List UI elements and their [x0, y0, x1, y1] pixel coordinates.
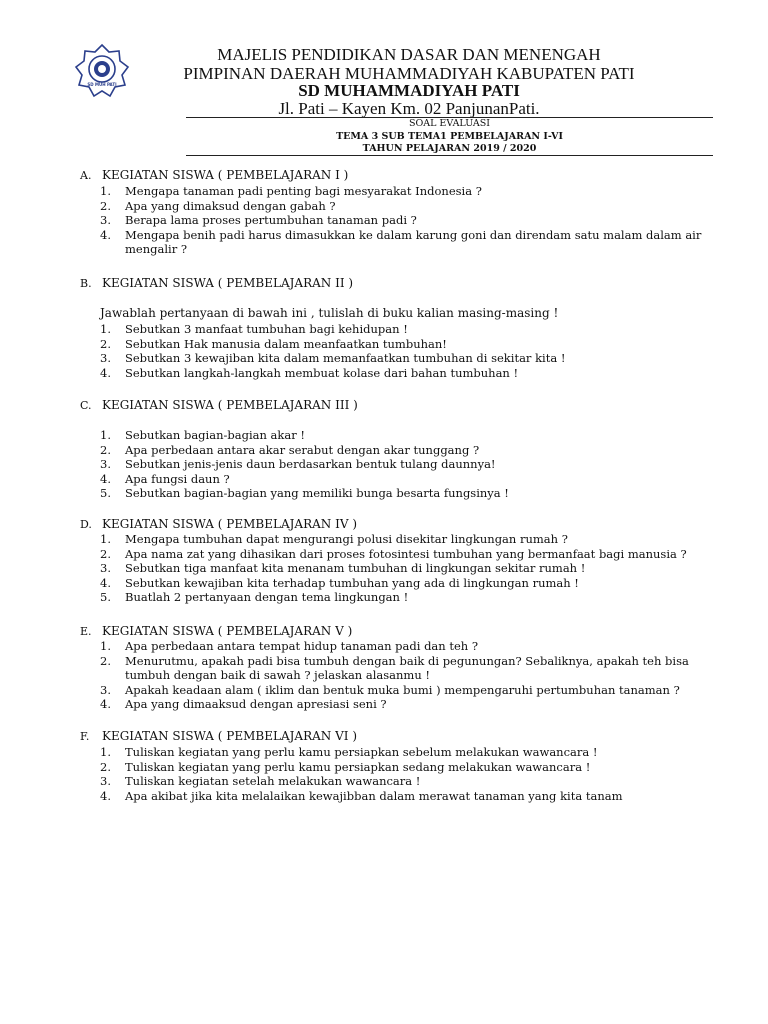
section-title: KEGIATAN SISWA ( PEMBELAJARAN I )	[102, 168, 349, 182]
question-item	[100, 457, 720, 472]
question-number: 2.	[100, 336, 111, 351]
section-title: KEGIATAN SISWA ( PEMBELAJARAN VI )	[102, 729, 358, 743]
section-heading	[80, 167, 348, 184]
section-title: KEGIATAN SISWA ( PEMBELAJARAN V )	[102, 624, 353, 638]
section-heading	[80, 623, 352, 640]
question-item	[100, 745, 720, 760]
question-number: 1.	[100, 322, 111, 336]
question-text: Mengapa tanaman padi penting bagi mesyarakat Indonesia ?	[125, 184, 482, 198]
question-text: Sebutkan bagian-bagian akar !	[125, 428, 305, 442]
logo-text: SD MUH PATI	[87, 82, 117, 87]
question-text: Sebutkan tiga manfaat kita menanam tumbuhan di lingkungan sekitar rumah !	[125, 561, 586, 575]
question-number: 4.	[100, 227, 111, 242]
question-number: 3.	[100, 457, 111, 471]
question-item	[100, 639, 720, 654]
question-text: Apa akibat jika kita melalaikan kewajibban dalam merawat tanaman yang kita tanam	[125, 788, 623, 803]
question-list	[100, 745, 720, 803]
institution-line-2: PIMPINAN DAERAH MUHAMMADIYAH KABUPATEN PATI	[183, 64, 635, 83]
question-number: 2.	[100, 759, 111, 774]
section-letter: D.	[80, 518, 92, 531]
section-instruction: Jawablah pertanyaan di bawah ini , tulislah di buku kalian masing-masing !	[100, 306, 559, 320]
question-item	[100, 683, 720, 698]
question-item	[100, 590, 720, 605]
question-item	[100, 366, 720, 381]
question-text: Berapa lama proses pertumbuhan tanaman padi ?	[125, 213, 417, 227]
question-number: 1.	[100, 745, 111, 759]
section-letter: F.	[80, 730, 90, 743]
question-item	[100, 547, 720, 562]
question-number: 1.	[100, 184, 111, 198]
question-number: 1.	[100, 639, 111, 653]
question-number: 5.	[100, 486, 111, 500]
question-text: Apa fungsi daun ?	[125, 471, 230, 486]
question-item	[100, 213, 720, 228]
section-heading	[80, 728, 357, 745]
question-text: Apa perbedaan antara akar serabut dengan akar tunggang ?	[125, 442, 480, 457]
question-text: Sebutkan Hak manusia dalam meanfaatkan tumbuhan!	[125, 336, 447, 351]
question-item	[100, 760, 720, 775]
question-text: Apa yang dimaksud dengan gabah ?	[125, 198, 336, 213]
question-number: 4.	[100, 365, 111, 380]
question-item	[100, 789, 720, 804]
school-year: TAHUN PELAJARAN 2019 / 2020	[362, 143, 537, 154]
question-text: Sebutkan bagian-bagian yang memiliki bunga besarta fungsinya !	[125, 486, 509, 500]
question-text: Sebutkan 3 kewajiban kita dalam memanfaatkan tumbuhan di sekitar kita !	[125, 351, 566, 365]
question-text: Tuliskan kegiatan yang perlu kamu persiapkan sedang melakukan wawancara !	[125, 759, 591, 774]
question-text: Apakah keadaan alam ( iklim dan bentuk muka bumi ) mempengaruhi pertumbuhan tanaman ?	[125, 682, 680, 697]
section-letter: E.	[80, 625, 92, 638]
question-item	[100, 774, 720, 789]
school-name: SD MUHAMMADIYAH PATI	[298, 81, 520, 100]
question-item	[100, 184, 720, 199]
institution-line-1: MAJELIS PENDIDIKAN DASAR DAN MENENGAH	[217, 45, 601, 64]
question-item	[100, 351, 720, 366]
question-number: 3.	[100, 351, 111, 365]
question-item	[100, 428, 720, 443]
question-text: Sebutkan 3 manfaat tumbuhan bagi kehidupan !	[125, 322, 408, 336]
question-number: 2.	[100, 653, 111, 668]
question-number: 2.	[100, 442, 111, 457]
question-number: 4.	[100, 575, 111, 590]
question-item	[100, 337, 720, 352]
section-heading	[80, 397, 358, 414]
question-text: Apa yang dimaaksud dengan apresiasi seni ?	[125, 697, 387, 711]
question-item	[100, 532, 720, 547]
question-item	[100, 697, 720, 712]
header-divider-bottom	[186, 155, 713, 156]
question-text: Buatlah 2 pertanyaan dengan tema lingkungan !	[125, 590, 409, 604]
section-title: KEGIATAN SISWA ( PEMBELAJARAN IV )	[102, 517, 358, 531]
question-text: Tuliskan kegiatan yang perlu kamu persiapkan sebelum melakukan wawancara !	[125, 745, 598, 759]
question-item	[100, 443, 720, 458]
question-number: 2.	[100, 546, 111, 561]
question-text: Sebutkan kewajiban kita terhadap tumbuhan yang ada di lingkungan rumah !	[125, 575, 579, 590]
question-item	[100, 228, 720, 257]
question-item	[100, 654, 720, 683]
question-number: 4.	[100, 697, 111, 711]
question-list	[100, 532, 720, 605]
question-item	[100, 486, 720, 501]
question-list	[100, 428, 720, 501]
question-text: Mengapa tumbuhan dapat mengurangi polusi disekitar lingkungan rumah ?	[125, 532, 568, 546]
question-number: 3.	[100, 774, 111, 788]
question-number: 3.	[100, 213, 111, 227]
question-item	[100, 561, 720, 576]
question-number: 5.	[100, 590, 111, 604]
school-address: Jl. Pati – Kayen Km. 02 PanjunanPati.	[278, 99, 540, 118]
question-number: 3.	[100, 561, 111, 575]
question-text: Apa nama zat yang dihasikan dari proses fotosintesi tumbuhan yang bermanfaat bagi manusia ?	[125, 546, 687, 561]
question-text: Menurutmu, apakah padi bisa tumbuh dengan baik di pegunungan? Sebaliknya, apakah teh bisa tumbuh dengan baik di sawah ? jelaskan alasanmu !	[125, 653, 689, 682]
section-letter: A.	[80, 169, 92, 182]
question-text: Sebutkan langkah-langkah membuat kolase dari bahan tumbuhan !	[125, 365, 519, 380]
question-number: 1.	[100, 428, 111, 442]
question-number: 4.	[100, 788, 111, 803]
question-number: 2.	[100, 198, 111, 213]
section-heading	[80, 516, 357, 533]
question-text: Tuliskan kegiatan setelah melakukan wawancara !	[125, 774, 421, 788]
question-item	[100, 322, 720, 337]
section-letter: C.	[80, 399, 92, 412]
question-item	[100, 472, 720, 487]
exam-title: SOAL EVALUASI	[408, 118, 491, 129]
question-list	[100, 184, 720, 257]
question-item	[100, 199, 720, 214]
section-title: KEGIATAN SISWA ( PEMBELAJARAN II )	[102, 276, 354, 290]
question-text: Apa perbedaan antara tempat hidup tanaman padi dan teh ?	[125, 639, 479, 653]
question-number: 1.	[100, 532, 111, 546]
question-number: 3.	[100, 682, 111, 697]
section-title: KEGIATAN SISWA ( PEMBELAJARAN III )	[102, 398, 358, 412]
question-list	[100, 639, 720, 712]
question-number: 4.	[100, 471, 111, 486]
question-list	[100, 322, 720, 380]
exam-theme: TEMA 3 SUB TEMA1 PEMBELAJARAN I-VI	[336, 131, 563, 142]
section-letter: B.	[80, 277, 92, 290]
question-text: Sebutkan jenis-jenis daun berdasarkan bentuk tulang daunnya!	[125, 457, 496, 471]
question-text: Mengapa benih padi harus dimasukkan ke dalam karung goni dan direndam satu malam dalam air mengalir ?	[125, 227, 702, 256]
section-heading	[80, 275, 353, 292]
question-item	[100, 576, 720, 591]
